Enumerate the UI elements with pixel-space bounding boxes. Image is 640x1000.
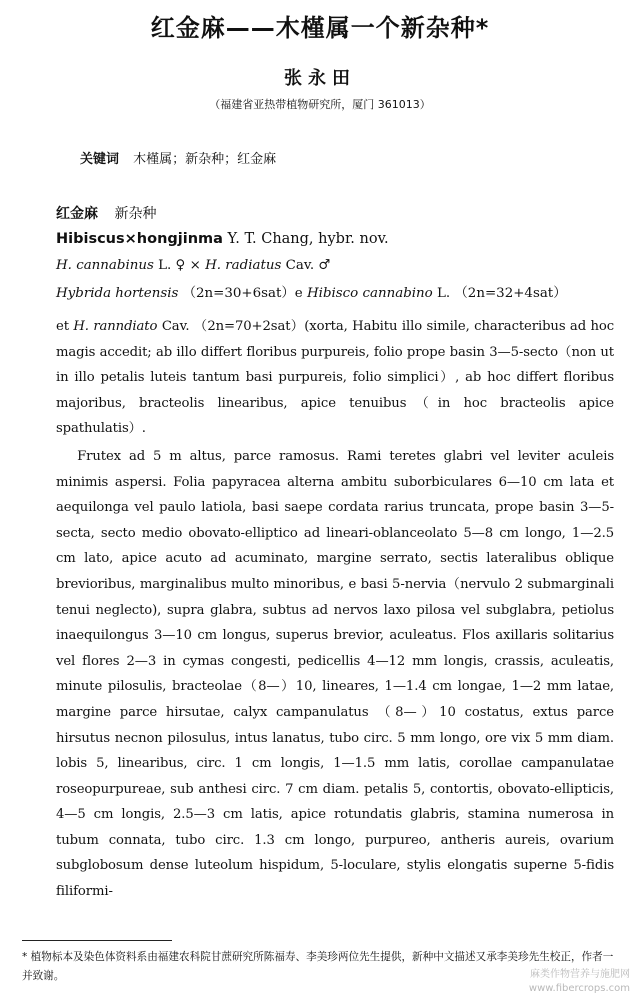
- latin-p1-rest: Cav. （2n=70+2sat）(xorta, Habitu illo simile, characteribus ad hoc magis accedit; ab illo differt floribus purpureis, folio prope basin 3—5-secto（non ut in illo petalis luteis tantum basi purpureis, folio simplici）, ab hoc differt floribus majoribus, bracteolis linearibus, apice tenuibus（in hoc bracteolis apice spathulatis）.: [56, 319, 615, 437]
- latin-p1-species: H. ranndiato: [73, 319, 158, 334]
- author-name: 张永田: [284, 68, 356, 89]
- hybrid-c: Hibisco cannabino: [306, 286, 433, 301]
- parent-1-authority: L. ♀ ×: [158, 258, 201, 273]
- watermark-line-1: 麻类作物营养与施肥网: [530, 969, 630, 980]
- paper-title: 红金麻——木槿属一个新杂种*: [150, 14, 490, 42]
- latin-paragraph-2: Frutex ad 5 m altus, parce ramosus. Rami teretes glabri vel leviter aculeis minimis aspersi. Folia papyracea alterna ambitu suborbiculares 6—10 cm lata et aequilonga vel paulo latiola, basi saepe cordata rarius truncata, prope basin 3—5-secta, secto medio obovato-elliptico ad lineari-oblanceolato 5—8 cm longo, 1—2.5 cm lato, apice acuto ad acuminato, margine serrato, sectis lateralibus oblique brevioribus, marginalibus multo minoribus, e basi 5-nervia（nervulo 2 submarginali tenui neglecto), supra glabra, subtus ad nervos laxo pilosa vel subglabra, petiolus inaequilongus 3—10 cm longus, superus brevior, aculeatus. Flos axillaris solitarius vel flores 2—3 in cymas congesti, pedicellis 4—12 mm longis, crassis, aculeatis, minute pilosulis, bracteolae（8—）10, lineares, 1—1.4 cm longae, 1—2 mm latae, margine parce hirsutae, calyx campanulatus （8—）10 costatus, extus parce hirsutus necnon pilosulus, intus lanatus, tubo circ. 5 mm longo, ore vix 5 mm diam. lobis 5, linearibus, circ. 1 cm longis, 1—1.5 mm latis, corollae campanulatae roseopurpureae, sub anthesi circ. 7 cm diam. petalis 5, contortis, obovato-ellipticis, 4—5 cm longis, 2.5—3 cm latis, apice rotundatis glabris, stamina numerosa in tubum connata, tubo circ. 1.3 cm longo, purpureo, antheris aureis, ovarium subglobosum dense luteolum hispidum, 5-loculare, stylis elongatis superne 5-fidis filiformi-: [56, 448, 614, 900]
- latin-paragraph-1: [56, 314, 614, 442]
- description-body: [56, 314, 614, 905]
- species-heading: [56, 203, 156, 223]
- species-type: 新杂种: [114, 206, 157, 222]
- hybrid-line: [56, 287, 614, 300]
- latin-p1-start: et: [56, 319, 69, 334]
- keywords-text: 木槿属；新杂种；红金麻: [133, 152, 277, 167]
- hybrid-a: Hybrida hortensis: [56, 286, 179, 301]
- keywords-label: 关键词: [80, 152, 120, 167]
- author-affiliation: （福建省亚热带植物研究所，厦门 361013）: [209, 98, 431, 111]
- parent-2-authority: Cav. ♂: [285, 258, 331, 273]
- scientific-authority: Y. T. Chang, hybr. nov.: [227, 231, 389, 247]
- scientific-name: Hibiscus×hongjinma: [56, 231, 223, 247]
- keywords: [80, 148, 276, 167]
- footnote-divider: [22, 940, 172, 941]
- watermark: [529, 968, 630, 996]
- watermark-line-2: www.fibercrops.com: [528, 983, 630, 994]
- scientific-name-line: [56, 232, 614, 247]
- parent-1: H. cannabinus: [56, 258, 154, 273]
- hybrid-b: （2n=30+6sat）e: [182, 286, 303, 301]
- footnote: * 植物标本及染色体资料系由福建农科院甘蔗研究所陈福寿、李美珍两位先生提供，新种中文描述又承李美珍先生校正，作者一并致谢。: [22, 951, 614, 982]
- parent-2: H. radiatus: [205, 258, 282, 273]
- hybrid-d: L. （2n=32+4sat）: [437, 286, 567, 301]
- species-chinese-name: 红金麻: [56, 206, 98, 222]
- parents-line: [56, 259, 614, 272]
